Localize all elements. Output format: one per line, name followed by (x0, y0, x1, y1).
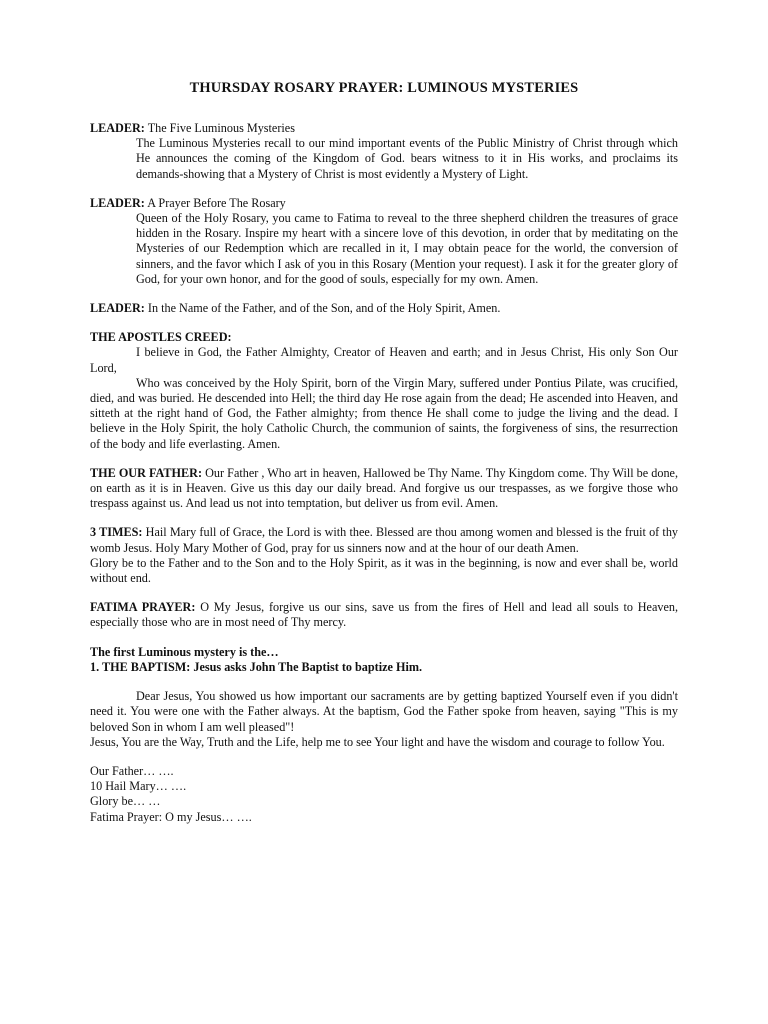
mystery-reflection-1: Dear Jesus, You showed us how important our sacraments are by getting baptized Yourself even if you didn't need it. You were one with the Father always. At the baptism, God the Father spoke from heaven, saying "This is my beloved Son in whom I am well pleased"! (90, 689, 678, 734)
apostles-creed-heading: THE APOSTLES CREED: (90, 330, 232, 345)
leader-label: LEADER: (90, 301, 145, 316)
our-father-section (90, 466, 678, 512)
closing-line: Glory be… … (90, 794, 161, 809)
leader-prayer-section (90, 196, 678, 287)
mystery-intro: The first Luminous mystery is the… (90, 644, 279, 659)
fatima-prayer-heading: FATIMA PRAYER: (90, 600, 196, 615)
section-heading: The Five Luminous Mysteries (147, 121, 295, 135)
closing-line: Fatima Prayer: O my Jesus… …. (90, 809, 252, 824)
hail-mary-text: Hail Mary full of Grace, the Lord is with thee. Blessed are thou among women and blessed is the fruit of thy womb Jesus. Holy Mary Mother of God, pray for us sinners now and at the hour of our death Amen. (90, 525, 679, 555)
mystery-reflection-2: Jesus, You are the Way, Truth and the Life, help me to see Your light and have the wisdom and courage to follow You. (90, 734, 665, 749)
prayer-before-rosary-text: Queen of the Holy Rosary, you came to Fatima to reveal to the three shepherd children the treasures of grace hidden in the Rosary. Inspire my heart with a sincere love of this devotion, in order that by meditating on the Mysteries of our Redemption which are recalled in it, I may obtain peace for the world, the conversion of sinners, and the favor which I ask of you in this Rosary (Mention your request). I ask it for the greater glory of God, for your own honor, and for the good of souls, especially for my own. Amen. (136, 211, 678, 286)
apostles-creed-section (90, 330, 678, 452)
our-father-text: Our Father , Who art in heaven, Hallowed be Thy Name. Thy Kingdom come. Thy Will be done, on earth as it is in Heaven. Give us this day our daily bread. And forgive us our trespasses, as we forgive those who trespass against us. And lead us not into temptation, but deliver us from evil. Amen. (90, 465, 679, 511)
our-father-heading: THE OUR FATHER: (90, 465, 203, 480)
leader-sign-of-cross-section (90, 301, 678, 316)
first-mystery-section (90, 645, 678, 825)
three-times-section (90, 525, 678, 586)
three-times-heading: 3 TIMES: (90, 525, 143, 540)
leader-label: LEADER: (90, 121, 145, 135)
creed-paragraph-1: I believe in God, the Father Almighty, Creator of Heaven and earth; and in Jesus Christ, His only Son Our Lord, (90, 345, 678, 375)
closing-line: Our Father… …. (90, 763, 174, 778)
closing-line: 10 Hail Mary… …. (90, 779, 187, 794)
luminous-mysteries-description: The Luminous Mysteries recall to our mind important events of the Public Ministry of Christ through which He announces the coming of the Kingdom of God. bears witness to it in His works, and proclaims its demands-showing that a Mystery of Christ is most evidently a Mystery of Light. (136, 136, 678, 181)
page-title: THURSDAY ROSARY PRAYER: LUMINOUS MYSTERIES (189, 80, 579, 96)
section-heading: A Prayer Before The Rosary (147, 195, 286, 210)
fatima-prayer-section (90, 600, 678, 630)
leader-label: LEADER: (90, 195, 145, 210)
fatima-prayer-text: O My Jesus, forgive us our sins, save us from the fires of Hell and lead all souls to Heaven, especially those who are in most need of Thy mercy. (90, 600, 678, 630)
leader-intro-section (90, 121, 678, 182)
sign-of-cross-text: In the Name of the Father, and of the Son, and of the Holy Spirit, Amen. (147, 301, 501, 316)
mystery-heading: 1. THE BAPTISM: Jesus asks John The Baptist to baptize Him. (90, 659, 423, 674)
creed-paragraph-2: Who was conceived by the Holy Spirit, born of the Virgin Mary, suffered under Pontius Pilate, was crucified, died, and was buried. He descended into Hell; the third day He rose again from the dead; He ascended into Heaven, and sitteth at the right hand of God, the Father almighty; from thence He shall come to judge the living and the dead. I believe in the Holy Spirit, the holy Catholic Church, the communion of saints, the forgiveness of sins, the resurrection of the body and life everlasting. Amen. (90, 375, 678, 451)
glory-be-text: Glory be to the Father and to the Son and to the Holy Spirit, as it was in the beginning, is now and ever shall be, world without end. (90, 555, 678, 586)
